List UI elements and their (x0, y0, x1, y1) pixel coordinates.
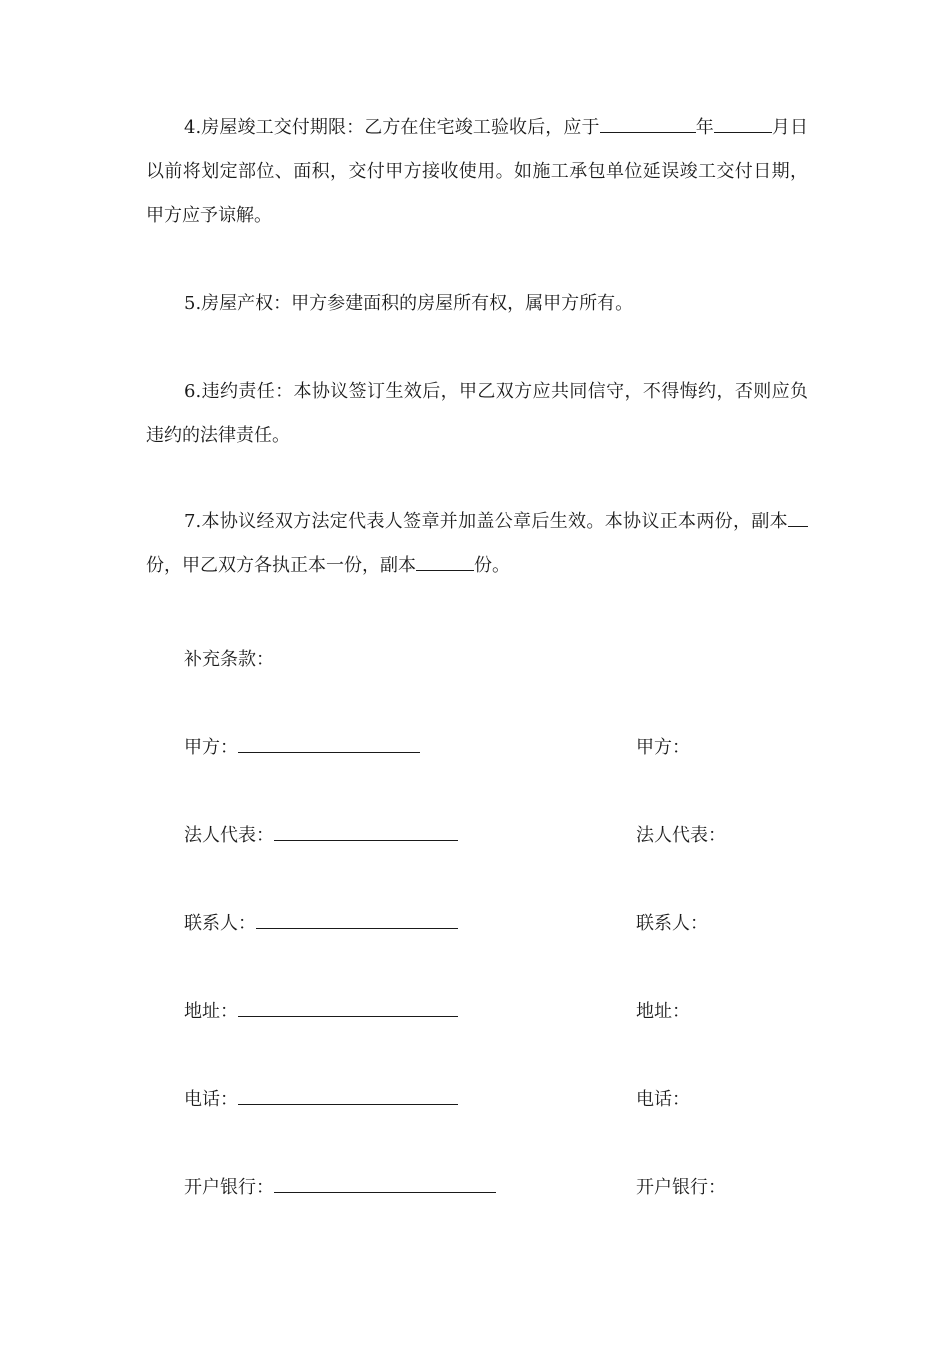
contact-label: 联系人： (184, 913, 256, 934)
phone-label-b: 电话： (636, 1089, 690, 1110)
clause-5 (146, 282, 808, 326)
sig-legal-rep-left (184, 821, 458, 847)
clause-5-text: 5.房屋产权：甲方参建面积的房屋所有权，属甲方所有。 (184, 293, 634, 314)
clause-4-text-3: 月日以前将划定部位、面积，交付甲方接收使用。如施工承包单位延误竣工交付日期，甲方应予谅解。 (146, 117, 809, 226)
sig-party-a-left (184, 733, 420, 759)
clause-7-text-2: 份，甲乙双方各执正本一份，副本 (146, 555, 416, 576)
party-a-input-line[interactable] (238, 733, 420, 753)
phone-input-line[interactable] (238, 1085, 458, 1105)
contact-input-line[interactable] (256, 909, 458, 929)
legal-rep-label-b: 法人代表： (636, 825, 726, 846)
sig-address-left (184, 997, 458, 1023)
clause-7-text-1: 7.本协议经双方法定代表人签章并加盖公章后生效。本协议正本两份，副本 (184, 511, 788, 532)
phone-label: 电话： (184, 1089, 238, 1110)
copies-count-blank[interactable] (788, 507, 808, 527)
copies-each-blank[interactable] (416, 551, 474, 571)
address-input-line[interactable] (238, 997, 458, 1017)
address-label: 地址： (184, 1001, 238, 1022)
sig-legal-rep-right (636, 821, 726, 847)
sig-address-right (636, 997, 690, 1023)
sig-phone-right (636, 1085, 690, 1111)
bank-label: 开户银行： (184, 1177, 274, 1198)
address-label-b: 地址： (636, 1001, 690, 1022)
legal-rep-input-line[interactable] (274, 821, 458, 841)
clause-4-text-2: 年 (695, 117, 714, 138)
supplement-heading: 补充条款： (184, 649, 274, 670)
contact-label-b: 联系人： (636, 913, 708, 934)
clause-7 (146, 500, 808, 588)
year-blank[interactable] (600, 113, 696, 133)
sig-contact-left (184, 909, 458, 935)
clause-4-text-1: 4.房屋竣工交付期限：乙方在住宅竣工验收后，应于 (184, 117, 600, 138)
sig-contact-right (636, 909, 708, 935)
sig-bank-left (184, 1173, 496, 1199)
party-a-label: 甲方： (184, 737, 238, 758)
sig-bank-right (636, 1173, 726, 1199)
sig-phone-left (184, 1085, 458, 1111)
clause-7-text-3: 份。 (474, 555, 510, 576)
legal-rep-label: 法人代表： (184, 825, 274, 846)
bank-input-line[interactable] (274, 1173, 496, 1193)
sig-party-b-right (636, 733, 690, 759)
clause-6 (146, 370, 808, 458)
clause-6-text: 6.违约责任：本协议签订生效后，甲乙双方应共同信守，不得悔约，否则应负违约的法律责任。 (146, 381, 808, 446)
party-b-label: 甲方： (636, 737, 690, 758)
clause-4 (146, 106, 808, 238)
month-blank[interactable] (714, 113, 772, 133)
bank-label-b: 开户银行： (636, 1177, 726, 1198)
